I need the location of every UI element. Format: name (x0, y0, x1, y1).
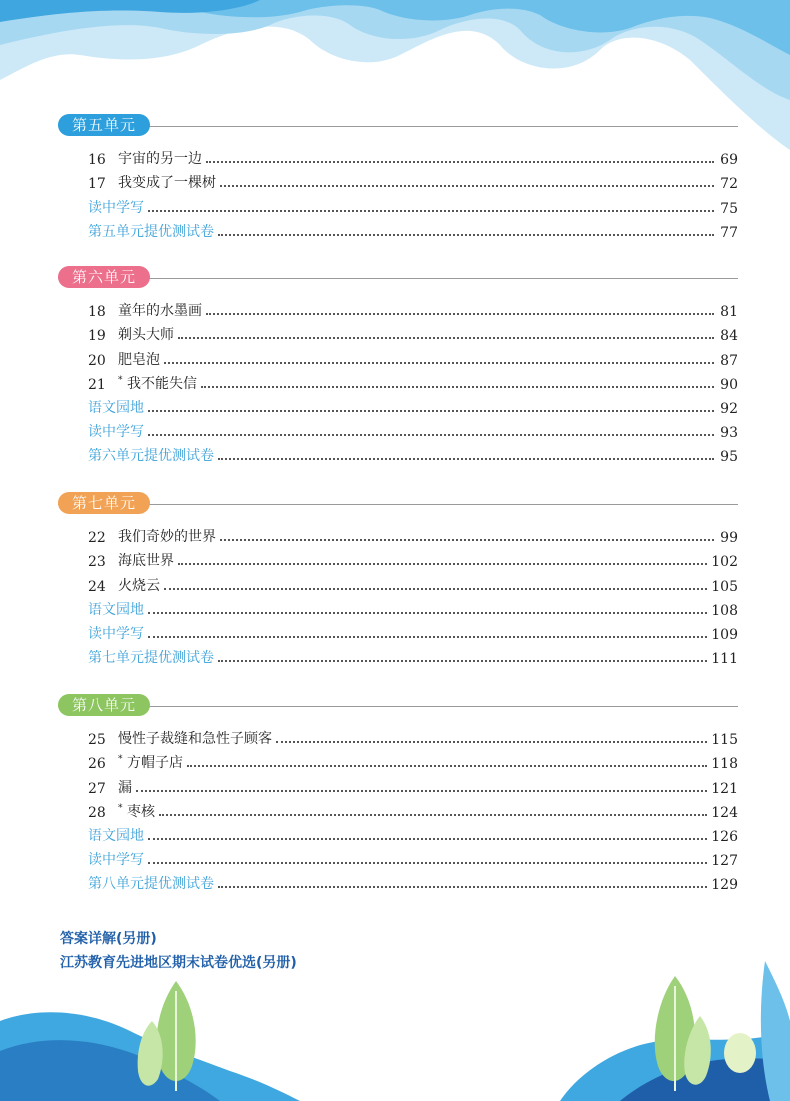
page-number: 84 (720, 328, 738, 345)
entry-title (118, 752, 183, 772)
toc-entry[interactable] (88, 168, 738, 192)
entry-title-text: 读中学写 (88, 625, 144, 642)
entry-title (88, 599, 144, 619)
entry-title (88, 221, 214, 241)
toc-entry[interactable] (88, 441, 738, 465)
lesson-number: 20 (88, 352, 106, 369)
entry-title-text: 我变成了一棵树 (118, 175, 216, 192)
dot-leader (164, 362, 714, 364)
page-number: 105 (711, 578, 738, 595)
entry-title (88, 397, 144, 417)
dot-leader (136, 790, 707, 792)
page-number: 77 (720, 224, 738, 241)
page-number: 109 (711, 626, 738, 643)
entry-title-text: 肥皂泡 (118, 351, 160, 368)
entry-title (88, 849, 144, 869)
toc-entry[interactable] (88, 144, 738, 168)
entry-title (88, 825, 144, 845)
toc-entry[interactable] (88, 869, 738, 893)
dot-leader (148, 862, 707, 864)
entry-title (88, 197, 144, 217)
entry-title (118, 550, 174, 570)
entry-title-text: 读中学写 (88, 199, 144, 216)
entry-title-text: 第五单元提优测试卷 (88, 223, 214, 240)
page-number: 93 (720, 425, 738, 442)
entry-title-text: 枣核 (126, 803, 155, 820)
lesson-number: 19 (88, 328, 106, 345)
toc-entry[interactable] (88, 772, 738, 796)
entry-title (118, 526, 216, 546)
dot-leader (201, 386, 714, 388)
toc-entry[interactable] (88, 522, 738, 546)
dot-leader (220, 185, 714, 187)
unit-section-8 (58, 694, 738, 893)
entry-title (118, 801, 155, 821)
unit-badge: 第六单元 (58, 266, 150, 288)
entry-title-text: 语文园地 (88, 399, 144, 416)
dot-leader (148, 210, 714, 212)
toc-entry[interactable] (88, 595, 738, 619)
entry-title-text: 语文园地 (88, 601, 144, 618)
dot-leader (220, 539, 714, 541)
page-number: 108 (711, 602, 738, 619)
dot-leader (218, 458, 714, 460)
entry-title-text: 第六单元提优测试卷 (88, 448, 214, 465)
page-number: 81 (720, 304, 738, 321)
entry-title-text: 童年的水墨画 (118, 303, 202, 320)
page-number: 127 (711, 853, 738, 870)
toc-entry[interactable] (88, 570, 738, 594)
page-number: 90 (720, 376, 738, 393)
entry-title-text: 第七单元提优测试卷 (88, 650, 214, 667)
lesson-number: 24 (88, 578, 106, 595)
page-number: 115 (711, 732, 738, 749)
page-number: 118 (711, 756, 738, 773)
entry-title (88, 647, 214, 667)
lesson-number: 17 (88, 176, 106, 193)
lesson-number: 18 (88, 304, 106, 321)
entry-title-text: 读中学写 (88, 424, 144, 441)
unit-divider (58, 278, 738, 279)
page-number: 99 (720, 530, 738, 547)
toc-entry[interactable] (88, 217, 738, 241)
page-number: 102 (711, 554, 738, 571)
entry-title (88, 421, 144, 441)
dot-leader (148, 612, 707, 614)
toc-entry[interactable] (88, 393, 738, 417)
unit-section-5 (58, 114, 738, 241)
unit-section-7 (58, 492, 738, 667)
toc-entry[interactable] (88, 845, 738, 869)
entry-title (118, 575, 160, 595)
entry-title (118, 300, 202, 320)
dot-leader (159, 814, 707, 816)
unit-divider (58, 126, 738, 127)
entry-title (118, 349, 160, 369)
dot-leader (148, 636, 707, 638)
lesson-number: 22 (88, 530, 106, 547)
page-number: 92 (720, 400, 738, 417)
lesson-number: 27 (88, 780, 106, 797)
entry-title (88, 873, 214, 893)
entry-title-text: 第八单元提优测试卷 (88, 876, 214, 893)
toc-entry[interactable] (88, 192, 738, 216)
page-number: 87 (720, 352, 738, 369)
entry-title-text: 我们奇妙的世界 (118, 529, 216, 546)
dot-leader (148, 838, 707, 840)
entry-title (118, 172, 216, 192)
entry-title-text: 语文园地 (88, 827, 144, 844)
dot-leader (206, 313, 714, 315)
dot-leader (218, 660, 707, 662)
toc-entry[interactable] (88, 821, 738, 845)
optional-lesson-mark: * (118, 803, 123, 814)
entry-title-text: 宇宙的另一边 (118, 151, 202, 168)
toc-entry[interactable] (88, 748, 738, 772)
toc-entry[interactable] (88, 320, 738, 344)
lesson-number: 26 (88, 756, 106, 773)
toc-entry[interactable] (88, 619, 738, 643)
entry-title-text: 火烧云 (118, 577, 160, 594)
unit-badge: 第七单元 (58, 492, 150, 514)
toc-entry[interactable] (88, 724, 738, 748)
unit-section-6 (58, 266, 738, 465)
entry-title (118, 148, 202, 168)
optional-lesson-mark: * (118, 375, 123, 386)
toc-entry[interactable] (88, 546, 738, 570)
toc-entry[interactable] (88, 296, 738, 320)
toc-entry[interactable] (88, 344, 738, 368)
entry-title-text: 读中学写 (88, 852, 144, 869)
entry-title-text: 漏 (118, 779, 132, 796)
dot-leader (206, 161, 714, 163)
optional-lesson-mark: * (118, 754, 123, 765)
unit-divider (58, 504, 738, 505)
lesson-number: 25 (88, 732, 106, 749)
page-number: 121 (711, 780, 738, 797)
page-number: 124 (711, 804, 738, 821)
lesson-number: 23 (88, 554, 106, 571)
dot-leader (218, 886, 707, 888)
unit-badge: 第五单元 (58, 114, 150, 136)
exam-booklet-note: 江苏教育先进地区期末试卷优选(另册) (60, 955, 297, 971)
dot-leader (187, 765, 707, 767)
entry-title (88, 623, 144, 643)
entry-title (88, 445, 214, 465)
page-number: 126 (711, 828, 738, 845)
lesson-number: 21 (88, 376, 106, 393)
toc-entry[interactable] (88, 643, 738, 667)
page-number: 95 (720, 449, 738, 466)
unit-badge: 第八单元 (58, 694, 150, 716)
dot-leader (148, 410, 714, 412)
toc-entry[interactable] (88, 797, 738, 821)
toc-entry[interactable] (88, 417, 738, 441)
page-number: 72 (720, 176, 738, 193)
entry-title-text: 海底世界 (118, 553, 174, 570)
dot-leader (178, 337, 714, 339)
page-number: 129 (711, 877, 738, 894)
lesson-number: 28 (88, 804, 106, 821)
answer-booklet-note: 答案详解(另册) (60, 931, 157, 947)
unit-divider (58, 706, 738, 707)
dot-leader (276, 741, 707, 743)
entry-title-text: 慢性子裁缝和急性子顾客 (118, 731, 272, 748)
dot-leader (148, 434, 714, 436)
entry-title (118, 777, 132, 797)
entry-title-text: 我不能失信 (126, 375, 197, 392)
dot-leader (178, 563, 707, 565)
entry-title (118, 324, 174, 344)
dot-leader (164, 588, 707, 590)
entry-title-text: 剃头大师 (118, 327, 174, 344)
page-number: 75 (720, 200, 738, 217)
toc-entry[interactable] (88, 369, 738, 393)
entry-title (118, 373, 197, 393)
lesson-number: 16 (88, 152, 106, 169)
entry-title (118, 728, 272, 748)
entry-title-text: 方帽子店 (126, 755, 183, 772)
page-number: 111 (711, 651, 738, 668)
page-number: 69 (720, 152, 738, 169)
dot-leader (218, 234, 714, 236)
